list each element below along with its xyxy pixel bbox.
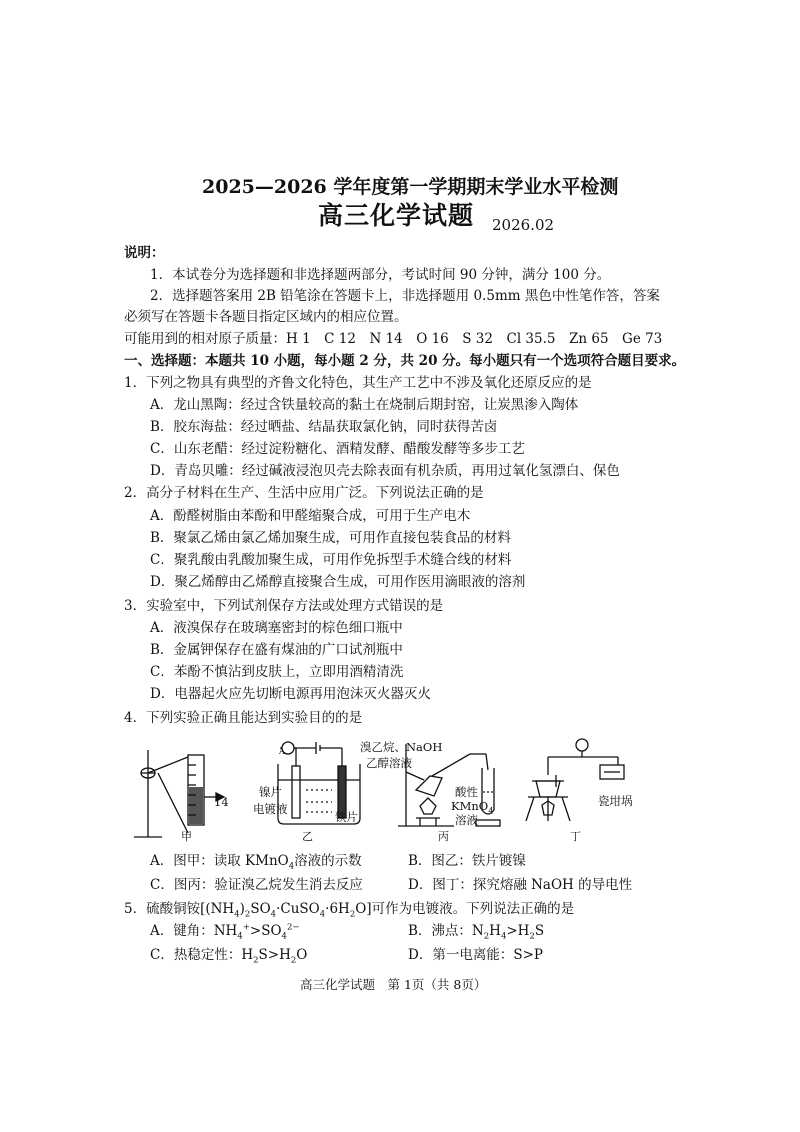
- question-3-option-c: C．苯酚不慎沾到皮肤上，立即用酒精清洗: [150, 664, 404, 680]
- label-acidic: 酸性: [455, 785, 478, 799]
- question-5-option-c: C．热稳定性：$H_2S>H_2O$: [150, 947, 308, 966]
- instruction-3: 必须写在答题卡各题目指定区域内的相应位置。: [124, 309, 408, 325]
- question-1-stem: 1．下列之物具有典型的齐鲁文化特色，其生产工艺中不涉及氧化还原反应的是: [124, 375, 592, 391]
- question-4-stem: 4．下列实验正确且能达到实验目的的是: [124, 710, 363, 726]
- question-4-option-c: C．图丙：验证溴乙烷发生消去反应: [150, 877, 363, 893]
- question-2-option-b: B．聚氯乙烯由氯乙烯加聚生成，可用作直接包装食品的材料: [150, 530, 511, 546]
- figure-caption-yi: 乙: [302, 830, 313, 843]
- label-nickel-plate: 镍片: [259, 785, 282, 799]
- instruction-2: 2．选择题答案用 2B 铅笔涂在答题卡上，非选择题用 0.5mm 黑色中性笔作答，答案: [150, 288, 660, 304]
- question-2-option-d: D．聚乙烯醇由乙烯醇直接聚合生成，可用作医用滴眼液的溶剂: [150, 574, 526, 590]
- question-3-option-d: D．电器起火应先切断电源再用泡沫灭火器灭火: [150, 686, 431, 702]
- question-3-stem: 3．实验室中，下列试剂保存方法或处理方式错误的是: [124, 598, 444, 614]
- question-4-option-b: B．图乙：铁片镀镍: [408, 853, 526, 869]
- atomic-masses: 可能用到的相对原子质量：H 1 C 12 N 14 O 16 S 32 Cl 35.5 Zn 65 Ge 73: [124, 331, 663, 347]
- label-solution: 溶液: [455, 813, 478, 827]
- label-iron-plate: 铁片: [335, 810, 358, 824]
- figure-caption-jia: 甲: [181, 830, 192, 843]
- question-2-option-c: C．聚乳酸由乳酸加聚生成，可用作免拆型手术缝合线的材料: [150, 552, 512, 568]
- question-5-option-a: A．键角：$NH_4^+>SO_4^{2-}$: [150, 922, 300, 942]
- question-4-option-a: A．图甲：读取 KMnO$_4$溶液的示数: [150, 853, 362, 872]
- question-1-option-a: A．龙山黑陶：经过含铁量较高的黏土在烧制后期封窑，让炭黑渗入陶体: [150, 397, 579, 413]
- figure-ding-conductivity: [518, 735, 638, 827]
- section-heading: 一、选择题：本题共 10 小题，每小题 2 分，共 20 分。每小题只有一个选项符合题目要求。: [124, 353, 686, 369]
- question-5-option-d: D．第一电离能：S>P: [408, 947, 543, 963]
- ammeter-label: A: [279, 747, 285, 756]
- page-footer: 高三化学试题 第 1页（共 8页）: [300, 977, 487, 992]
- label-porcelain-crucible: 瓷坩埚: [598, 794, 633, 808]
- question-2-option-a: A．酚醛树脂由苯酚和甲醛缩聚合成，可用于生产电木: [150, 508, 471, 524]
- question-3-option-b: B．金属钾保存在盛有煤油的广口试剂瓶中: [150, 642, 403, 658]
- label-ethanol-solution: 乙醇溶液: [366, 756, 412, 770]
- question-1-option-b: B．胶东海盐：经过晒盐、结晶获取氯化钠，同时获得苦卤: [150, 419, 498, 435]
- label-bromoethane-naoh: 溴乙烷、NaOH: [360, 740, 443, 754]
- label-kmno4: KMnO$_4$: [451, 799, 494, 817]
- question-1-option-c: C．山东老醋：经过淀粉糖化、酒精发酵、醋酸发酵等多步工艺: [150, 441, 525, 457]
- question-4-option-d: D．图丁：探究熔融 NaOH 的导电性: [408, 877, 633, 893]
- figure-caption-bing: 丙: [438, 830, 449, 843]
- exam-date: 2026.02: [492, 216, 555, 234]
- label-plating-solution: 电镀液: [253, 802, 288, 816]
- question-5-option-b: B．沸点：$N_2H_4>H_2S$: [408, 923, 545, 942]
- question-1-option-d: D．青岛贝雕：经过碱液浸泡贝壳去除表面有机杂质，再用过氧化氢漂白、保色: [150, 463, 620, 479]
- instruction-1: 1．本试卷分为选择题和非选择题两部分，考试时间 90 分钟，满分 100 分。: [150, 267, 611, 283]
- figure-caption-ding: 丁: [570, 830, 581, 843]
- question-3-option-a: A．液溴保存在玻璃塞密封的棕色细口瓶中: [150, 620, 403, 636]
- exam-title: 2025—2026 学年度第一学期期末学业水平检测: [202, 176, 619, 198]
- question-5-stem: 5．硫酸铜铵$[(NH_4)_2SO_4\cdot CuSO_4\cdot 6H_2O]$可作为电镀液。下列说法正确的是: [124, 901, 575, 920]
- subject-title: 高三化学试题: [318, 201, 475, 230]
- burette-scale-mark: 14: [214, 795, 229, 809]
- instructions-label: 说明：: [124, 245, 165, 261]
- question-2-stem: 2．高分子材料在生产、生活中应用广泛。下列说法正确的是: [124, 485, 484, 501]
